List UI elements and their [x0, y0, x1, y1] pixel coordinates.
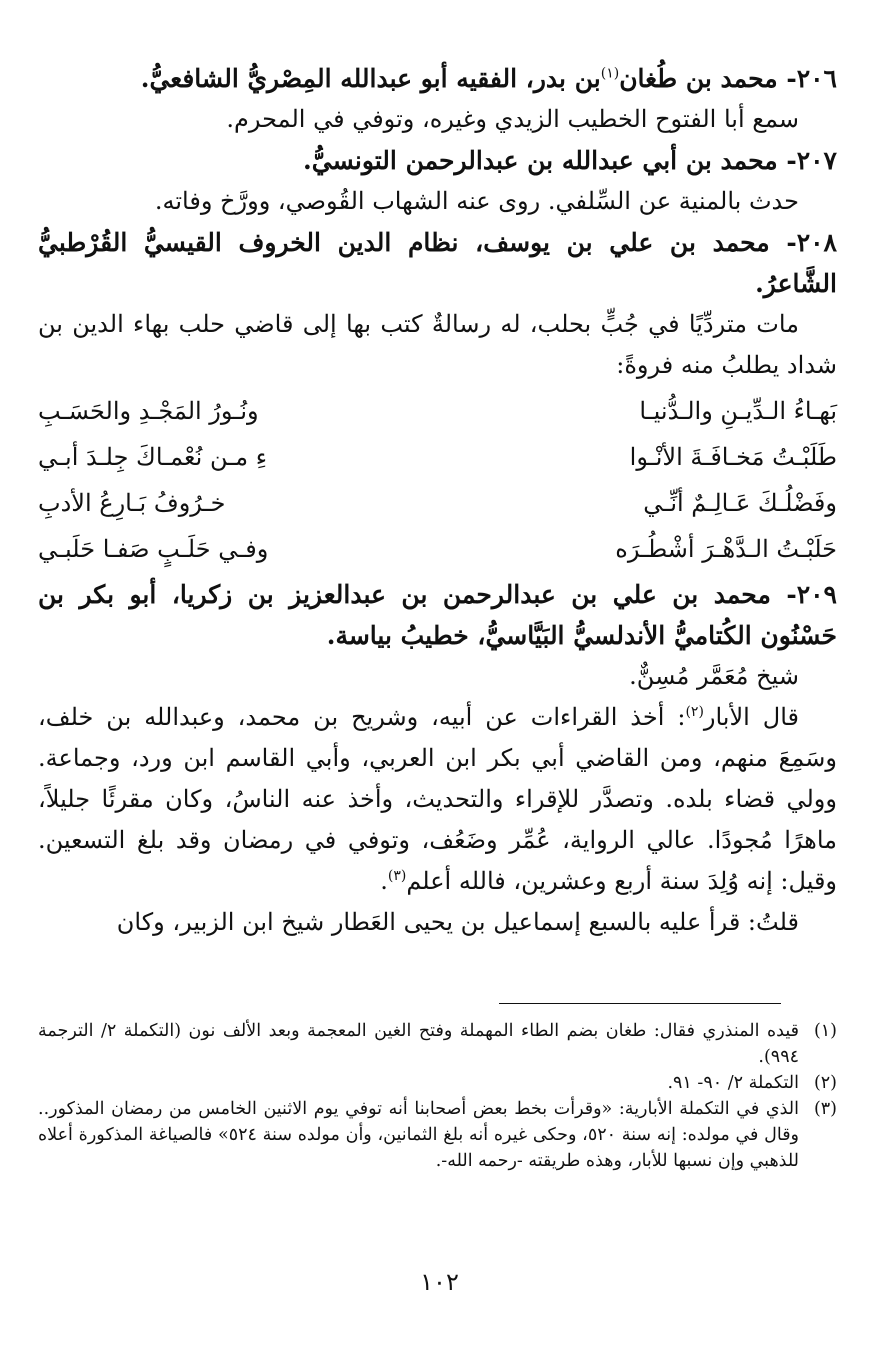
footnotes	[38, 1018, 837, 1174]
footnote-ref-1[interactable]: (١)	[600, 65, 620, 82]
entry-206-heading	[38, 58, 837, 99]
footnote-number: (٢)	[813, 1073, 837, 1093]
footnote-number: (٣)	[813, 1099, 837, 1119]
verse-row	[38, 480, 837, 526]
footnote-text: قيده المنذري فقال: طغان بضم الطاء المهملة وفتح الغين المعجمة وبعد الألف نون (التكملة ٢/ الترجمة ٩٩٤).	[38, 1021, 799, 1067]
footnote-number: (١)	[813, 1021, 837, 1041]
entry-209-end: .	[380, 867, 388, 895]
verse-row	[38, 434, 837, 480]
footnote-text: الذي في التكملة الأبارية: «وقرأت بخط بعض أصحابنا أنه توفي يوم الاثنين الخامس من رمضان المذكور.. وقال في مولده: إنه سنة ٥٢٠، وحكى غيره أنه بلغ الثمانين، وأن مولده سنة ٥٢٤» فالصياغة المذكورة أعلاه للذهبي وإن نسبها للأبار، وهذه طريقته -رحمه الله-.	[38, 1099, 800, 1171]
footnote-separator	[499, 1003, 781, 1004]
entry-209-heading: ٢٠٩- محمد بن علي بن عبدالرحمن بن عبدالعزيز بن زكريا، أبو بكر بن حَسْنُون الكُتاميُّ الأندلسيُّ البَيَّاسيُّ، خطيبُ بياسة.	[38, 580, 837, 650]
entry-208-body: مات متردِّيًا في جُبٍّ بحلب، له رسالةٌ كتب بها إلى قاضي حلب بهاء الدين بن شداد يطلبُ منه فروةً:	[38, 310, 837, 379]
verse-second-half: ونُـورُ المَجْـدِ والحَسَـبِ	[38, 397, 259, 425]
page-number: ١٠٢	[420, 1268, 459, 1296]
entry-206-title-rest: بن بدر، الفقيه أبو عبدالله المِصْريُّ الشافعيُّ.	[140, 64, 601, 93]
entry-207-heading: ٢٠٧- محمد بن أبي عبدالله بن عبدالرحمن التونسيُّ.	[303, 146, 837, 175]
verse-row	[38, 526, 837, 572]
entry-207-body: حدث بالمنية عن السِّلفي. روى عنه الشهاب القُوصي، وورَّخ وفاته.	[154, 187, 799, 215]
entry-209-body	[38, 697, 837, 902]
poem	[38, 388, 837, 572]
footnote-ref-3[interactable]: (٣)	[387, 868, 407, 884]
footnote-ref-2[interactable]: (٢)	[685, 704, 704, 720]
verse-first-half: حَلَبْـتُ الـدَّهْـرَ أشْطُـرَه	[615, 535, 837, 563]
footnote-2	[38, 1070, 837, 1096]
entry-209-last: قلتُ: قرأ عليه بالسبع إسماعيل بن يحيى العَطار شيخ ابن الزبير، وكان	[116, 908, 799, 936]
verse-second-half: ءِ مـن نُعْمـاكَ جِلـدَ أبـي	[38, 443, 268, 471]
verse-first-half: طَلَبْـتُ مَخـافَـةَ الأنْـوا	[629, 443, 837, 471]
verse-first-half: بَهـاءُ الـدِّيـنِ والـدُّنيـا	[639, 397, 837, 425]
footnote-text: التكملة ٢/ ٩٠- ٩١.	[667, 1073, 799, 1093]
footnote-3	[38, 1096, 837, 1174]
entry-209-sheikh: شيخ مُعَمَّر مُسِنٌّ.	[629, 662, 799, 690]
verse-first-half: وفَضْلُـكَ عَـالِـمٌ أنِّـي	[643, 489, 837, 517]
entry-209-text: : أخذ القراءات عن أبيه، وشريح بن محمد، وعبدالله بن خلف، وسَمِعَ منهم، ومن القاضي أبي بكر ابن العربي، وأبي القاسم ابن ورد، وجماعة. وولي قضاء بلده. وتصدَّر للإقراء والتحديث، وأخذ عنه الناسُ، وكان مقرئًا جليلاً، ماهرًا مُجودًا. عالي الرواية، عُمِّر وضَعُف، وتوفي في رمضان وقد بلغ التسعين. وقيل: إنه وُلِدَ سنة أربع وعشرين، فالله أعلم	[38, 703, 837, 895]
entry-206-title: ٢٠٦- محمد بن طُغان	[619, 64, 837, 93]
footnote-1	[38, 1018, 837, 1070]
verse-second-half: خـرُوفُ بَـارِعُ الأدبِ	[38, 489, 226, 517]
qala-text: قال الأبار	[703, 703, 800, 731]
verse-second-half: وفـي حَلَـبٍ صَفـا حَلَبـي	[38, 535, 269, 563]
entry-208-heading: ٢٠٨- محمد بن علي بن يوسف، نظام الدين الخروف القيسيُّ القُرْطبيُّ الشَّاعرُ.	[38, 228, 837, 298]
verse-row	[38, 388, 837, 434]
entry-206-body: سمع أبا الفتوح الخطيب الزيدي وغيره، وتوفي في المحرم.	[226, 105, 799, 133]
